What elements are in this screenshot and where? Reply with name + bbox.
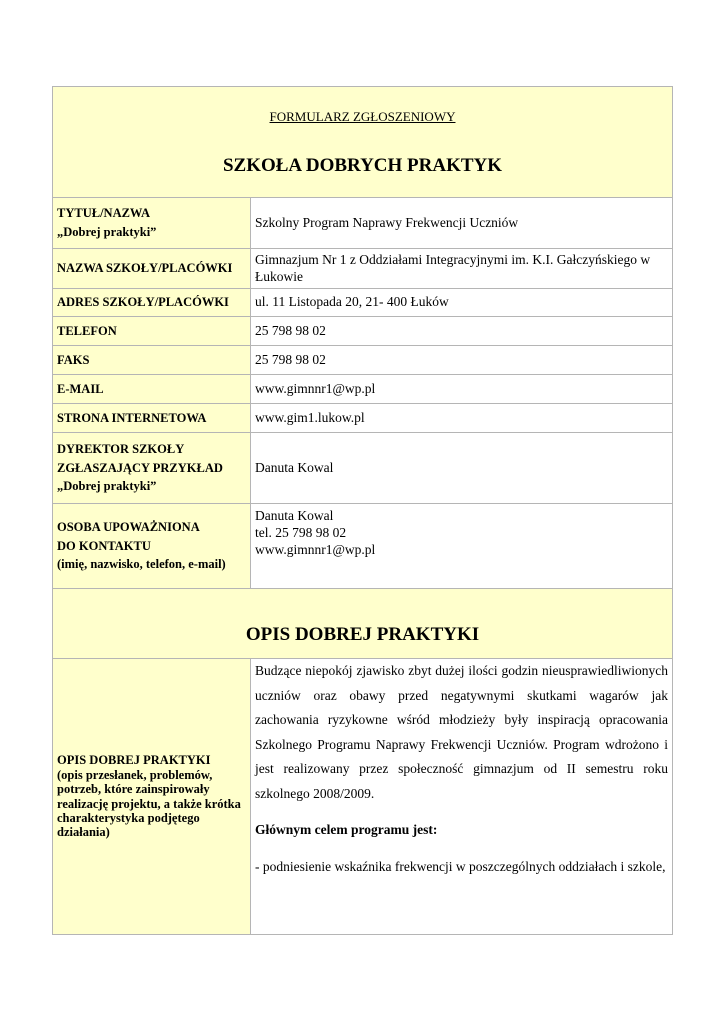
form-header [53,87,673,198]
description-label [53,659,251,935]
director-label: DYREKTOR SZKOŁY ZGŁASZAJĄCY PRZYKŁAD „Dobrej praktyki” [53,433,251,504]
school-address-label: ADRES SZKOŁY/PLACÓWKI [53,289,251,317]
contact-person: Danuta Kowal [255,508,334,523]
email-label: E-MAIL [53,375,251,404]
description-label-detail: (opis przesłanek, problemów, potrzeb, które zainspirowały realizację projektu, a także krótka charakterystyka podjętego działania) [57,767,241,840]
row-email [53,375,673,404]
contact-value [251,504,673,589]
row-website [53,404,673,433]
form-kind-label: FORMULARZ ZGŁOSZENIOWY [269,109,456,124]
row-school-name [53,249,673,289]
school-name-value: Gimnazjum Nr 1 z Oddziałami Integracyjnymi im. K.I. Gałczyńskiego w Łukowie [251,249,673,289]
school-address-value: ul. 11 Listopada 20, 21- 400 Łuków [251,289,673,317]
fax-value: 25 798 98 02 [251,346,673,375]
website-label: STRONA INTERNETOWA [53,404,251,433]
title-name-value: Szkolny Program Naprawy Frekwencji Uczniów [251,198,673,249]
director-value: Danuta Kowal [251,433,673,504]
row-title-name [53,198,673,249]
description-body [251,659,673,935]
application-form-table [52,86,673,935]
contact-label: OSOBA UPOWAŻNIONA DO KONTAKTU (imię, nazwisko, telefon, e-mail) [53,504,251,589]
fax-label: FAKS [53,346,251,375]
phone-label: TELEFON [53,317,251,346]
goal-item: - podniesienie wskaźnika frekwencji w poszczególnych oddziałach i szkole, [255,858,666,874]
email-value: www.gimnnr1@wp.pl [251,375,673,404]
row-school-address [53,289,673,317]
row-fax [53,346,673,375]
description-paragraph: Budzące niepokój zjawisko zbyt dużej ilości godzin nieusprawiedliwionych uczniów oraz obawy przed negatywnymi skutkami wagarów jak zachowania ryzykowne wśród młodzieży były inspiracją opracowania Szkolnego Programu Naprawy Frekwencji Uczniów. Program wdrożono i jest realizowany przez społeczność gimnazjum od II semestru roku szkolnego 2008/2009. [255,663,668,801]
description-section-header [53,589,673,659]
contact-email: www.gimnnr1@wp.pl [255,541,376,557]
description-section-title: OPIS DOBREJ PRAKTYKI [245,623,480,645]
row-phone [53,317,673,346]
phone-value: 25 798 98 02 [251,317,673,346]
contact-phone: tel. 25 798 98 02 [255,524,347,540]
description-label-title: OPIS DOBREJ PRAKTYKI [57,753,211,768]
title-name-label: TYTUŁ/NAZWA „Dobrej praktyki” [53,198,251,249]
school-name-label: NAZWA SZKOŁY/PLACÓWKI [53,249,251,289]
row-director [53,433,673,504]
form-page [52,86,672,935]
goal-heading: Głównym celem programu jest: [255,822,438,837]
website-value: www.gim1.lukow.pl [251,404,673,433]
row-description [53,659,673,935]
form-title: SZKOŁA DOBRYCH PRAKTYK [222,155,503,176]
row-contact [53,504,673,589]
